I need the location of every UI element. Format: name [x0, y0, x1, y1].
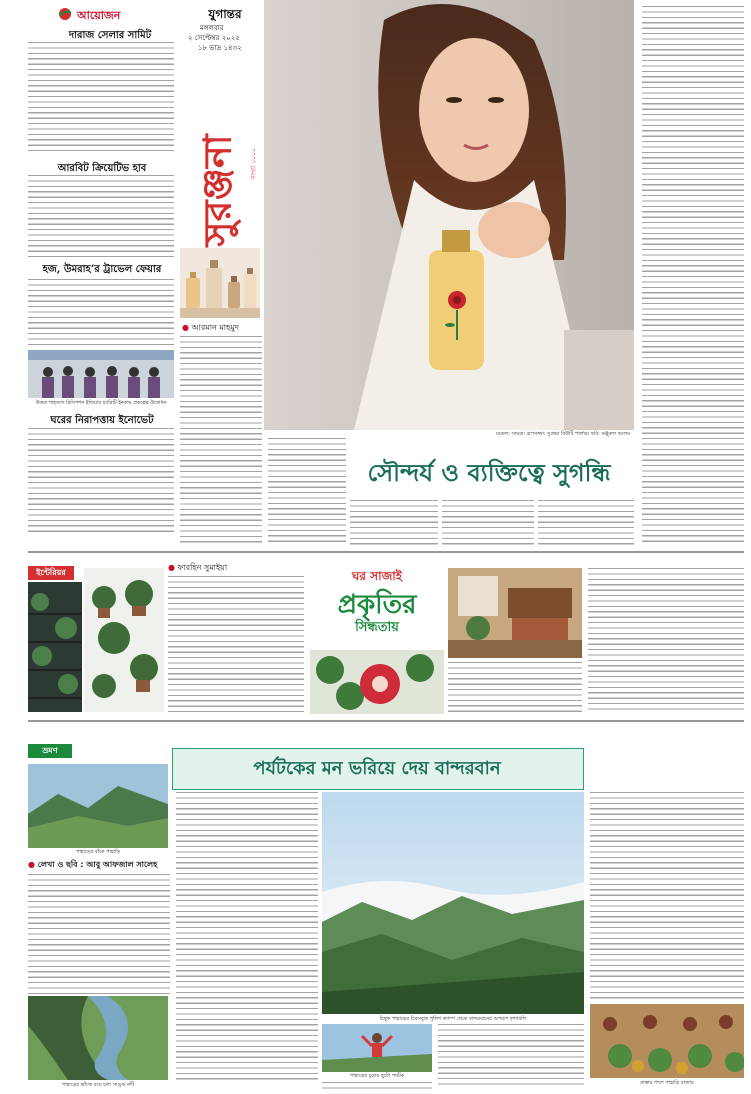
feature3-author: লেখা ও ছবি : আবু আফজাল সালেহ: [37, 860, 158, 869]
feature3-col4: [322, 1082, 432, 1092]
feature3-col2: [176, 792, 318, 1080]
sponsor-logo: [57, 6, 147, 22]
left-s1-title: দারাজ সেলার সামিট: [68, 30, 152, 41]
feature2-col1: [168, 576, 304, 714]
model-photo-caption: মডেল: সায়রা। রূপসজ্জা: সুপ্রভা বিউটি পার্লার। ছবি: মঞ্জুরুল আলম: [496, 431, 630, 437]
interior-shelf-photo: [28, 582, 82, 712]
feature2-kicker: ঘর সাজাই: [351, 569, 403, 583]
feature2-col2: [448, 662, 582, 714]
byline-bullet-icon: ●: [182, 323, 192, 332]
feature3-col3: [438, 1024, 584, 1086]
left-s1-body: [28, 42, 174, 154]
feature2-subtitle: সিন্ধতায়: [355, 620, 399, 635]
left-s3-body: [28, 279, 174, 345]
byline-bullet-icon-3: ●: [28, 860, 38, 869]
supplement-name: সুরঞ্জনা: [194, 134, 240, 247]
perfume-bottles-photo: [180, 248, 260, 318]
travel-river-caption: পাহাড়ের ভাঁজে বয়ে চলা সাঙ্গু নদী: [61, 1082, 135, 1088]
travel-hill-caption: পাহাড়ের বাঁকে পাহাড়ি: [75, 849, 121, 855]
feature1-col3: [350, 500, 438, 546]
left-s5-title: ঘরের নিরাপত্তায় ইনোভেট: [50, 415, 154, 426]
left-s5-body: [28, 428, 174, 534]
left-s2-body: [28, 175, 174, 258]
travel-panorama-caption: চিম্বুক পাহাড়ের চিরসবুজ পুলিশ ক্যাম্প থেকে বান্দরবানের অপরূপ দৃশ্যাবলি: [379, 1016, 527, 1022]
feature1-col5: [538, 500, 634, 546]
feature1-headline: সৌন্দর্য ও ব্যক্তিত্বে সুগন্ধি: [367, 458, 611, 487]
travel-market-caption: রাস্তার পাশে পাহাড়ি বাজার: [640, 1080, 694, 1086]
travel-child-photo: [322, 1024, 432, 1072]
left-event-photo: [28, 350, 174, 398]
left-s3-title: হজ, উমরাহ’র ট্রাভেল ফেয়ার: [42, 264, 162, 275]
model-photo: [264, 0, 634, 430]
masthead-date: ২ সেপ্টেম্বর ২০২৫: [188, 34, 240, 42]
masthead-weekday: মঙ্গলবার: [200, 24, 224, 32]
left-s2-title: আরবিট ক্রিয়েটিভ হাব: [57, 163, 147, 174]
travel-river-photo: [28, 996, 168, 1080]
supplement-title: [180, 52, 258, 247]
travel-panorama-photo: [322, 792, 584, 1014]
feature2-author: ফারহিন সুমাইয়া: [177, 563, 228, 572]
travel-hill-photo: [28, 764, 168, 848]
travel-section-badge: ভ্রমণ: [28, 744, 72, 758]
feature1-byline: [182, 322, 262, 335]
supplement-issue: সংখ্যা ১০০০: [250, 148, 258, 180]
sponsor-leaf-icon: [57, 7, 73, 21]
travel-headline: পর্যটকের মন ভরিয়ে দেয় বান্দরবান: [253, 758, 501, 779]
masthead-date-bn: ১৮ ভাদ্র ১৪৩২: [198, 44, 242, 52]
section-divider-1: [28, 551, 744, 553]
feature3-col1: [28, 874, 170, 994]
feature1-author: আরমান মাহমুদ: [191, 323, 239, 332]
feature2-col3: [588, 568, 744, 714]
feature1-col1: [180, 336, 262, 546]
feature3-col5: [590, 792, 744, 1000]
feature1-col4: [442, 500, 534, 546]
newspaper-name: যুগান্তর: [208, 7, 242, 21]
left-event-caption: উত্তরা শাহজাদ রিসিপশন ইন্ডিয়ার চ্যারিটি ইনকাম প্রকল্পের উদ্বোধন: [35, 400, 167, 406]
sponsor-label: আয়োজন: [77, 9, 121, 22]
travel-market-photo: [590, 1004, 744, 1078]
travel-child-caption: পাহাড়ের চূড়ায় ছুটো পর্যটক: [349, 1073, 405, 1079]
interior-plant-pot-photo: [310, 650, 444, 714]
interior-room-photo: [448, 568, 582, 658]
feature2-byline: [168, 562, 298, 575]
feature1-col2: [268, 438, 346, 546]
feature1-right-column: [642, 6, 744, 546]
feature3-byline: [28, 859, 168, 872]
section-divider-2: [28, 720, 744, 722]
interior-plants-photo: [84, 568, 164, 712]
byline-bullet-icon-2: ●: [168, 563, 178, 572]
feature2-title: প্রকৃতির: [337, 590, 417, 620]
interior-badge: ইন্টেরিয়র: [28, 566, 74, 580]
